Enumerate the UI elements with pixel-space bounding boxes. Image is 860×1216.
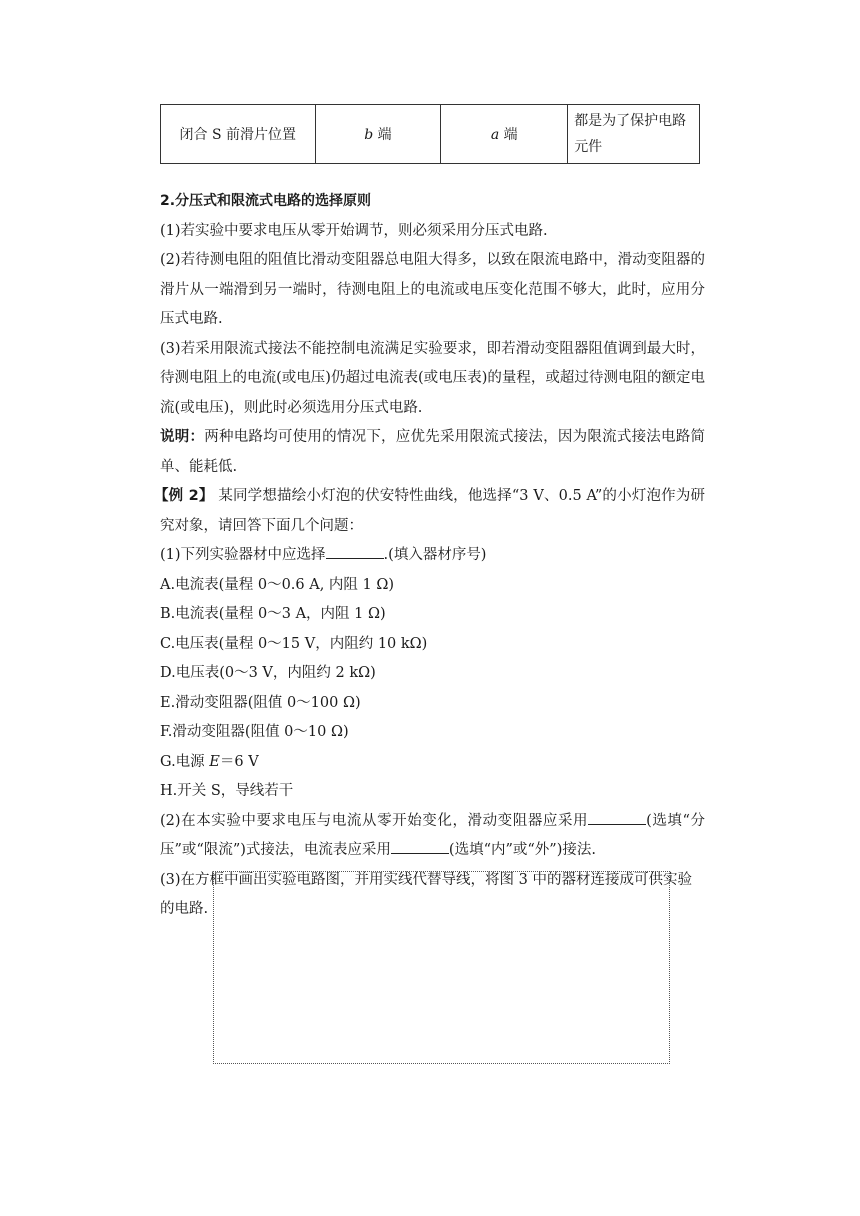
comparison-table-row [160,104,700,164]
option-g-suffix: ＝6 V [219,753,259,770]
question-1 [160,541,705,571]
main-text [154,187,706,925]
answer-blank-1[interactable] [326,542,384,559]
example-intro [154,482,705,541]
limiter-position-cell [441,105,568,164]
divider-position-cell [315,105,441,164]
var-a: a [490,127,500,143]
note-cell: 都是为了保护电路元件 [568,105,700,164]
q2-part-2: (选填“分压”或“限流”)式接法，电流表应采用 [160,812,705,858]
option-d: D.电压表(0～3 V，内阻约 2 kΩ) [160,665,376,681]
col2-suffix: 端 [499,127,518,143]
row-label-cell: 闭合 S 前滑片位置 [161,105,316,164]
option-f: F.滑动变阻器(阻值 0～10 Ω) [160,724,349,740]
option-h: H.开关 S，导线若干 [160,783,294,799]
option-b: B.电流表(量程 0～3 A，内阻 1 Ω) [160,606,386,622]
example-label: 【例 2】 [154,488,214,504]
circuit-drawing-box[interactable] [213,871,670,1064]
note-paragraph [160,423,705,482]
answer-blank-3[interactable] [391,837,449,854]
note-text: 两种电路均可使用的情况下，应优先采用限流式接法，因为限流式接法电路简单、能耗低. [160,429,706,475]
option-e: E.滑动变阻器(阻值 0～100 Ω) [160,694,361,711]
rule-1: (1)若实验中要求电压从零开始调节，则必须采用分压式电路. [160,222,548,239]
q1-suffix: .(填入器材序号) [383,547,487,563]
example-intro-text: 某同学想描绘小灯泡的伏安特性曲线，他选择“3 V、0.5 A”的小灯泡作为研究对象，请回答下面几个问题： [160,488,705,534]
option-c: C.电压表(量程 0～15 V，内阻约 10 kΩ) [160,635,428,652]
question-3: (3)在方框中画出实验电路图，并用实线代替导线，将图 3 中的器材连接成可供实验的电路. [160,871,692,917]
option-g-var: E [209,753,220,770]
rule-2: (2)若待测电阻的阻值比滑动变阻器总电阻大得多，以致在限流电路中，滑动变阻器的滑片从一端滑到另一端时，待测电阻上的电流或电压变化范围不够大，此时，应用分压式电路. [160,252,705,327]
option-g [160,748,705,778]
table-row [161,105,700,164]
col1-suffix: 端 [373,127,392,143]
rule-3: (3)若采用限流式接法不能控制电流满足实验要求，即若滑动变阻器阻值调到最大时，待测电阻上的电流(或电压)仍超过电流表(或电压表)的量程，或超过待测电阻的额定电流(或电压)，则此时必须选用分压式电路. [160,340,705,416]
option-g-prefix: G.电源 [160,753,210,770]
question-2 [160,807,705,866]
section-heading: 2.分压式和限流式电路的选择原则 [160,193,372,209]
var-b: b [364,127,374,143]
q2-part-1: (2)在本实验中要求电压与电流从零开始变化，滑动变阻器应采用 [160,812,589,829]
q2-part-3: (选填“内”或“外”)接法. [448,842,596,858]
note-label: 说明： [160,429,205,445]
option-a: A.电流表(量程 0～0.6 A, 内阻 1 Ω) [160,576,395,593]
q1-prefix: (1)下列实验器材中应选择 [160,547,326,563]
answer-blank-2[interactable] [588,808,646,825]
